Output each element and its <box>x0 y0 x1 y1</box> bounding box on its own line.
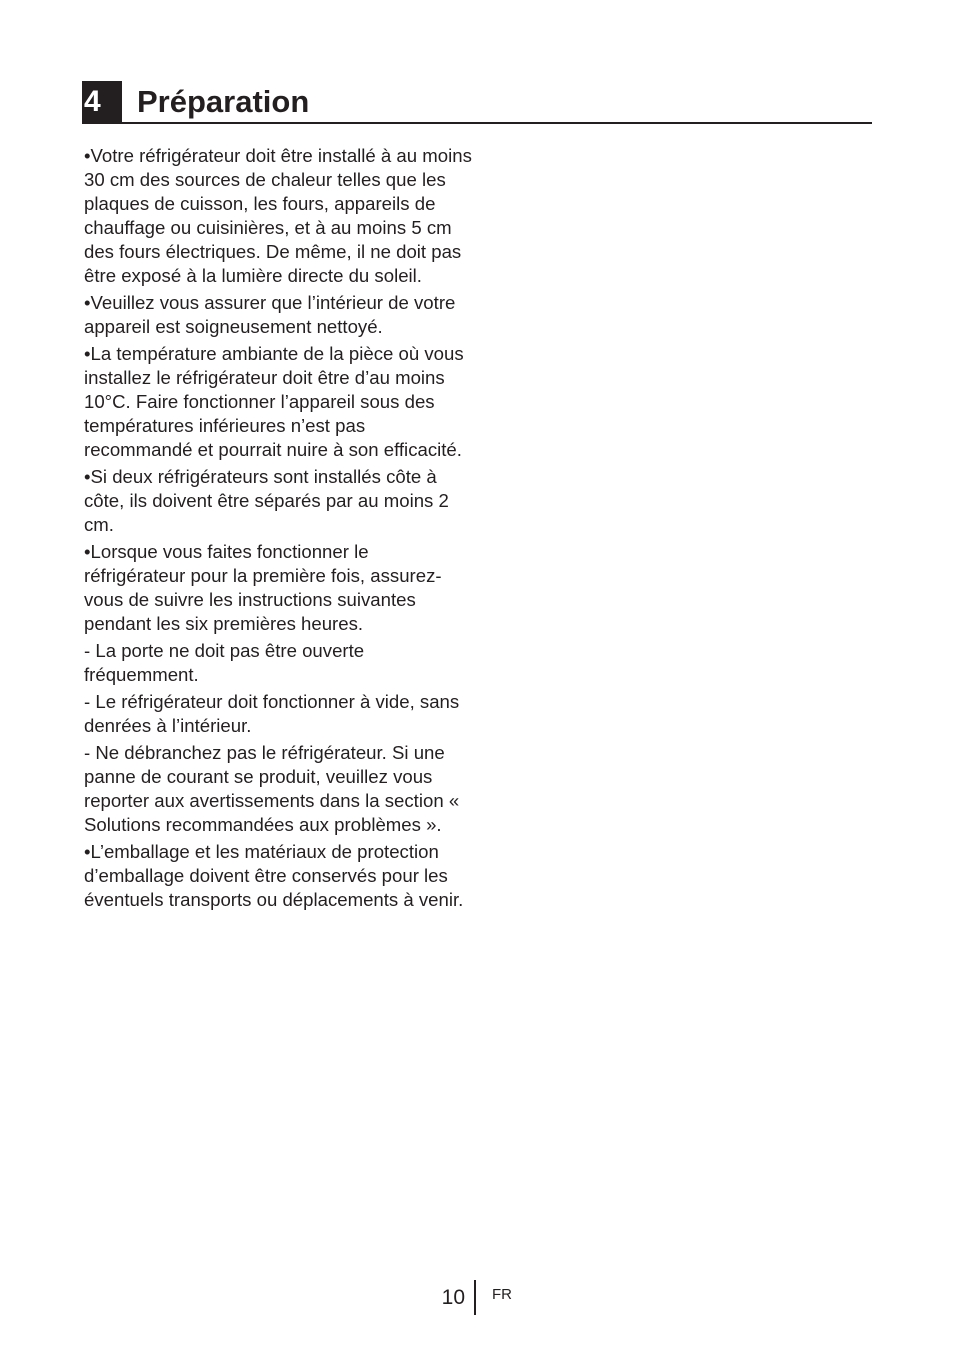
paragraph-ambient-temperature: •La température ambiante de la pièce où vous installez le réfrigérateur doit être d’au moins 10°C. Faire fonctionner l’appareil sous des températures inférieures n’est pas recommandé et pourrait nuire à son efficacité. <box>84 343 464 460</box>
section-number-badge: 4 <box>82 81 122 122</box>
language-code: FR <box>492 1286 512 1303</box>
paragraph-installation-distance: •Votre réfrigérateur doit être installé à au moins 30 cm des sources de chaleur telles que les plaques de cuisson, les fours, appareils de chauffage ou cuisinières, et à au moins 5 cm des fours électriques. De même, il ne doit pas être exposé à la lumière directe du soleil. <box>84 145 472 286</box>
paragraph-cleaning: •Veuillez vous assurer que l’intérieur de votre appareil est soigneusement nettoyé. <box>84 292 456 337</box>
page-number: 10 <box>441 1286 465 1309</box>
content-column <box>84 144 474 915</box>
paragraph-first-use: •Lorsque vous faites fonctionner le réfrigérateur pour la première fois, assurez-vous de suivre les instructions suivantes pendant les six premières heures. <box>84 541 442 634</box>
paragraph-side-by-side: •Si deux réfrigérateurs sont installés côte à côte, ils doivent être séparés par au moins 2 cm. <box>84 466 449 535</box>
paragraph-door: - La porte ne doit pas être ouverte fréquemment. <box>84 640 365 685</box>
footer-divider <box>474 1280 476 1315</box>
page-footer <box>0 1280 954 1320</box>
section-title: Préparation <box>137 84 310 119</box>
paragraph-empty: - Le réfrigérateur doit fonctionner à vide, sans denrées à l’intérieur. <box>84 691 460 736</box>
paragraph-unplug: - Ne débranchez pas le réfrigérateur. Si une panne de courant se produit, veuillez vous reporter aux avertissements dans la section « Solutions recommandées aux problèmes ». <box>84 742 460 835</box>
paragraph-packaging: •L’emballage et les matériaux de protection d’emballage doivent être conservés pour les éventuels transports ou déplacements à venir. <box>84 841 464 910</box>
section-header <box>82 81 872 124</box>
